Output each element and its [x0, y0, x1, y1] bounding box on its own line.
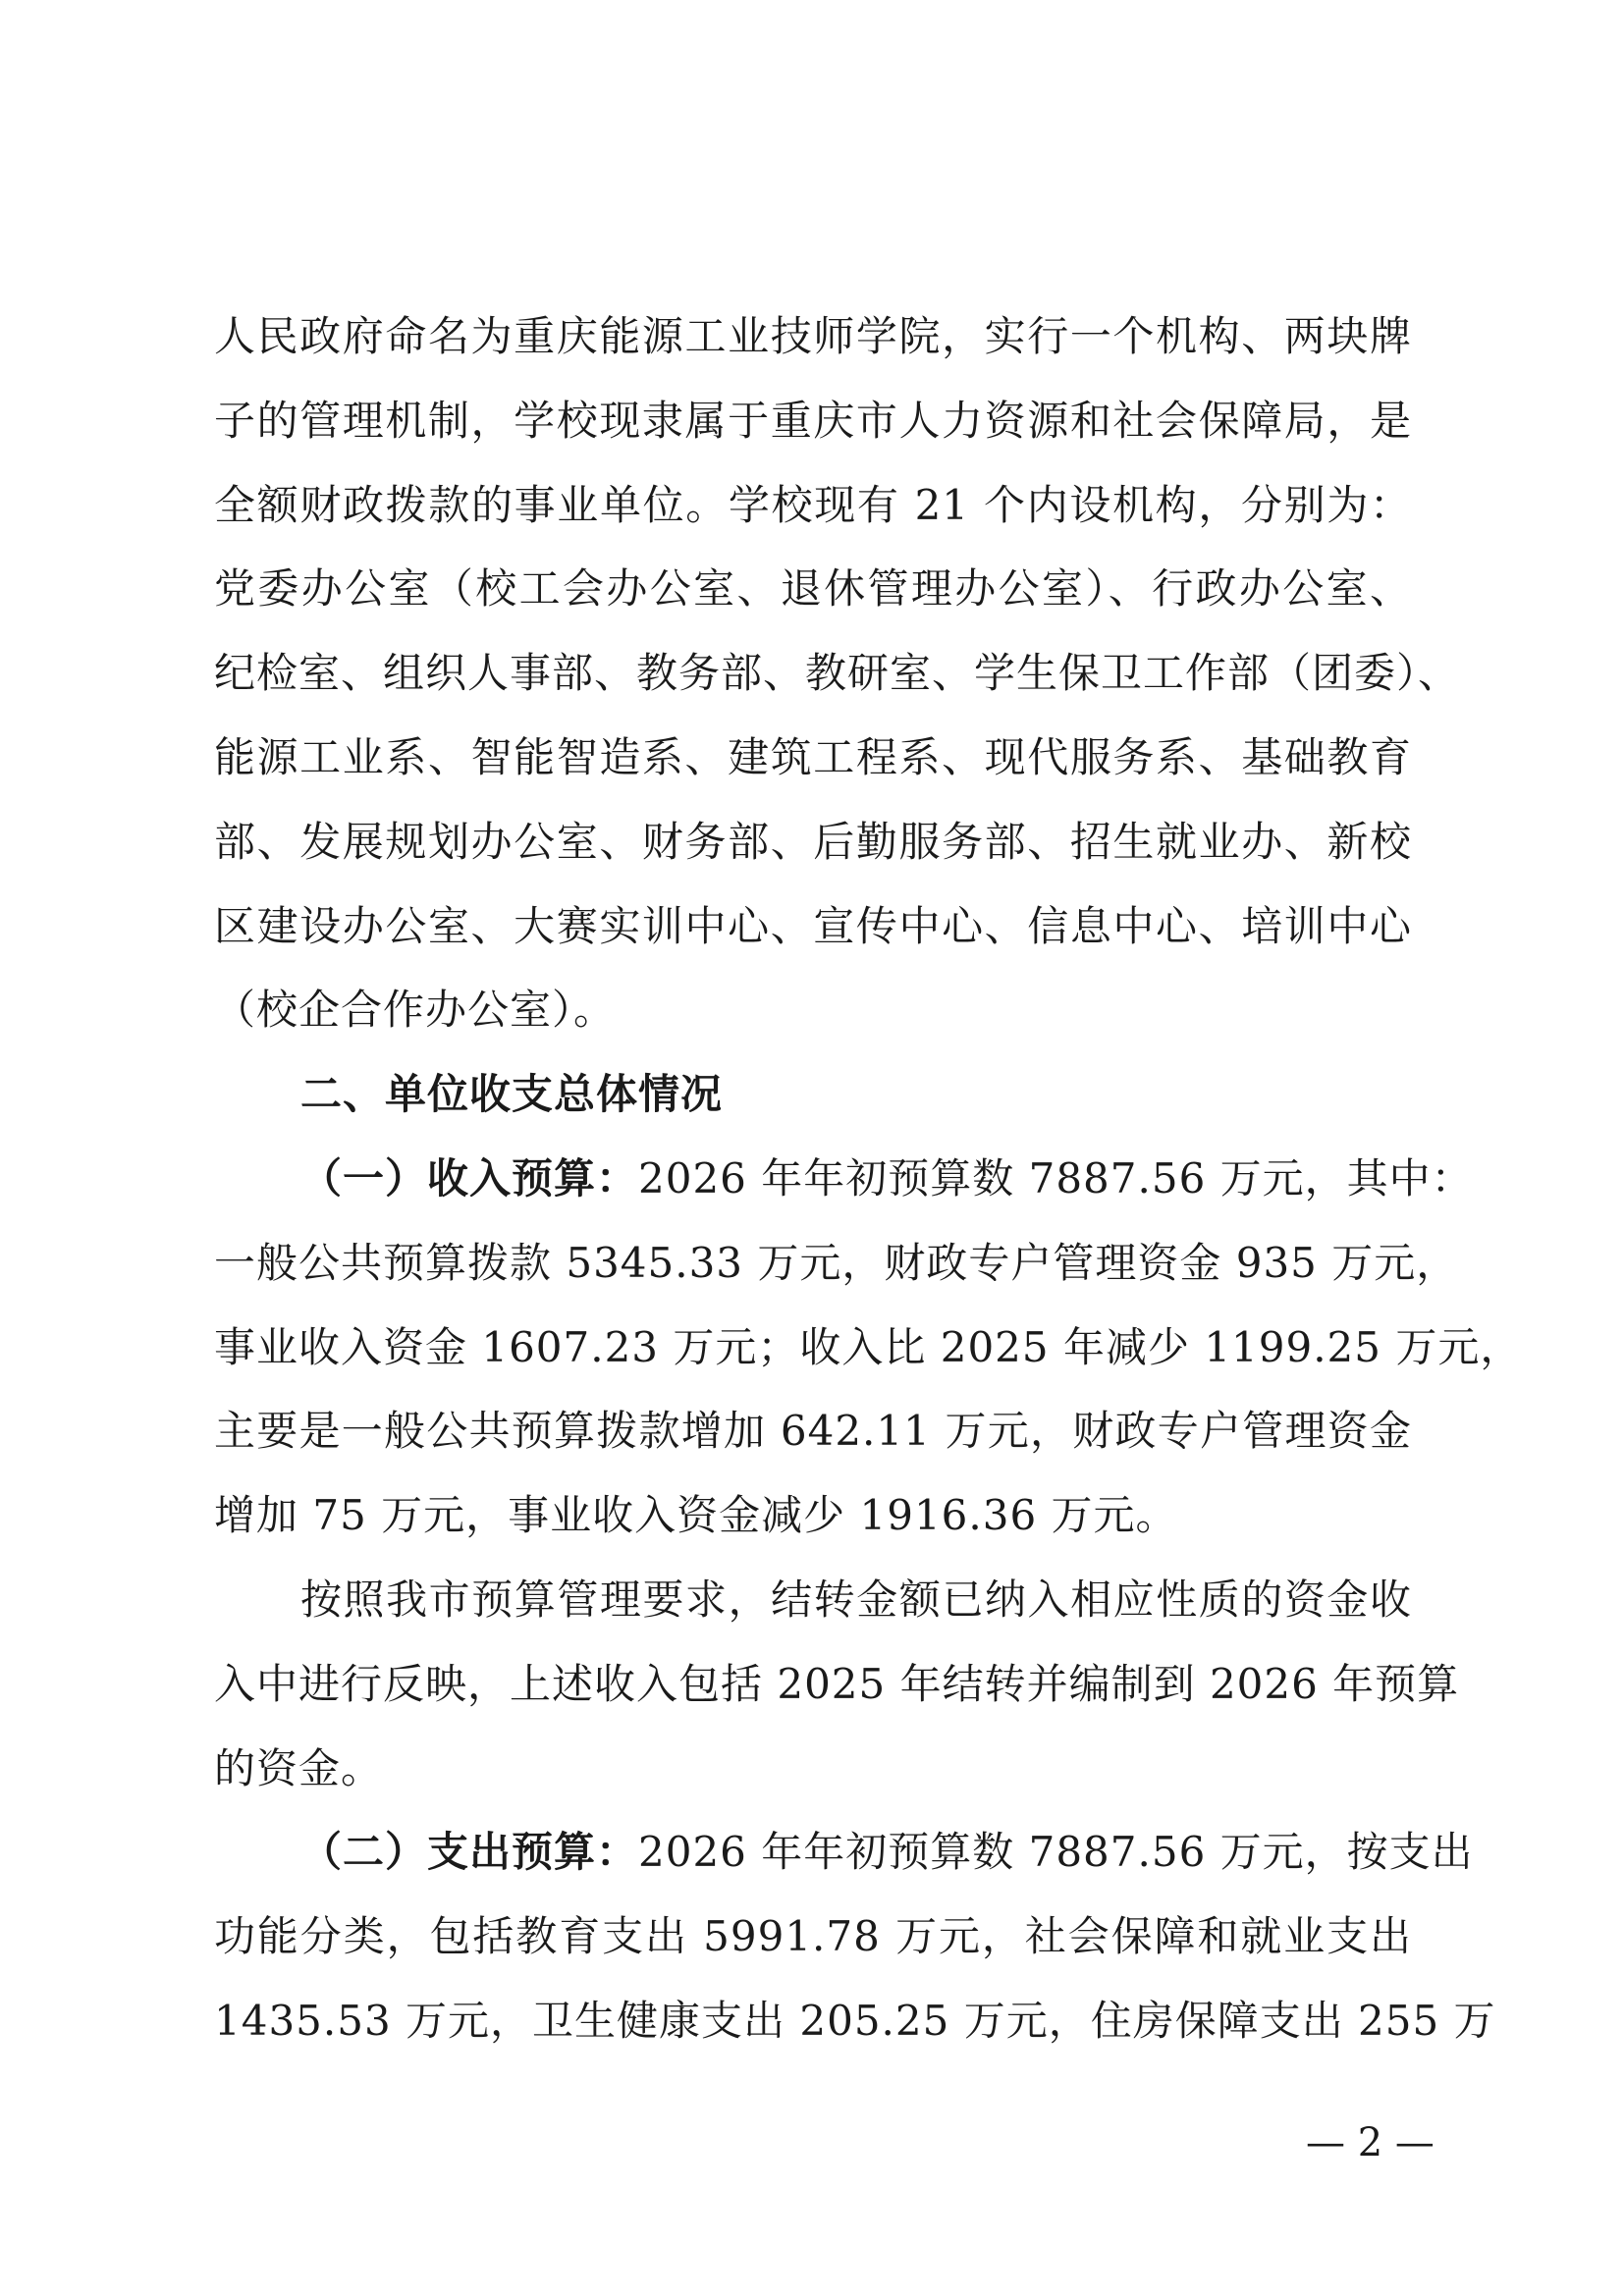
section-heading: 二、单位收支总体情况: [300, 1070, 724, 1119]
paragraph-line: 入中进行反映，上述收入包括 2025 年结转并编制到 2026 年预算: [214, 1659, 1460, 1708]
paragraph-line: 事业收入资金 1607.23 万元；收入比 2025 年减少 1199.25 万元，: [214, 1322, 1523, 1371]
income-label: （一）收入预算：: [300, 1153, 639, 1202]
paragraph-line: 增加 75 万元，事业收入资金减少 1916.36 万元。: [214, 1491, 1178, 1540]
page-number: — 2 —: [1306, 2120, 1435, 2165]
paragraph-line: 的资金。: [214, 1743, 384, 1792]
body-text: [214, 294, 1523, 2063]
expense-first-line: [214, 1810, 1474, 1895]
paragraph-line: 党委办公室（校工会办公室、退休管理办公室）、行政办公室、: [214, 564, 1412, 614]
paragraph-line: 部、发展规划办公室、财务部、后勤服务部、招生就业办、新校: [214, 817, 1412, 866]
expense-label: （二）支出预算：: [300, 1828, 639, 1877]
paragraph-line: 能源工业系、智能智造系、建筑工程系、现代服务系、基础教育: [214, 732, 1412, 781]
income-first-line: [214, 1137, 1474, 1221]
paragraph-line: 1435.53 万元，卫生健康支出 205.25 万元，住房保障支出 255 万: [214, 1996, 1496, 2045]
paragraph-line: 按照我市预算管理要求，结转金额已纳入相应性质的资金收: [300, 1575, 1412, 1624]
paragraph-line: 全额财政拨款的事业单位。学校现有 21 个内设机构，分别为：: [214, 480, 1412, 529]
paragraph-line: 人民政府命名为重庆能源工业技师学院，实行一个机构、两块牌: [214, 312, 1412, 360]
income-first-line-text: 2026 年年初预算数 7887.56 万元，其中：: [638, 1153, 1474, 1202]
paragraph-line: 功能分类，包括教育支出 5991.78 万元，社会保障和就业支出: [214, 1912, 1412, 1961]
paragraph-line: 纪检室、组织人事部、教务部、教研室、学生保卫工作部（团委）、: [214, 649, 1461, 698]
paragraph-line: 一般公共预算拨款 5345.33 万元，财政专户管理资金 935 万元，: [214, 1238, 1459, 1287]
paragraph-line: 区建设办公室、大赛实训中心、宣传中心、信息中心、培训中心: [214, 901, 1412, 950]
paragraph-line: 主要是一般公共预算拨款增加 642.11 万元，财政专户管理资金: [214, 1407, 1412, 1456]
expense-first-line-text: 2026 年年初预算数 7887.56 万元，按支出: [638, 1828, 1474, 1877]
paragraph-line: （校企合作办公室）。: [214, 986, 617, 1035]
paragraph-line: 子的管理机制，学校现隶属于重庆市人力资源和社会保障局，是: [214, 396, 1412, 445]
